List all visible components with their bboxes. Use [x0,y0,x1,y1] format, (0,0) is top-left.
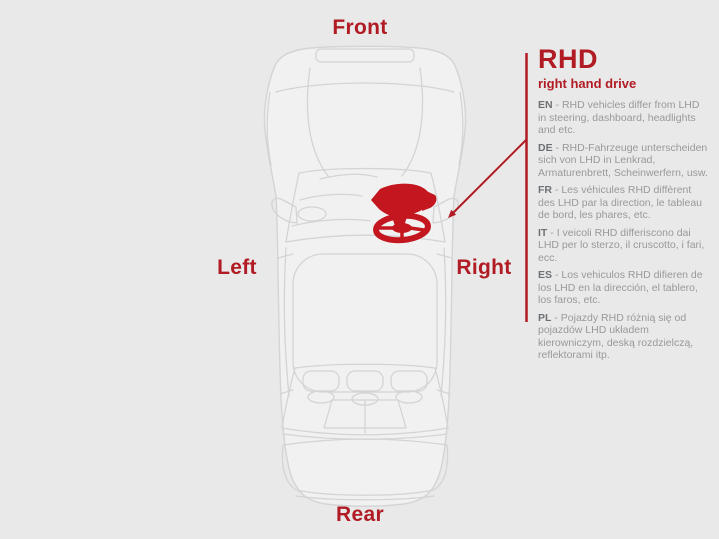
entry-text-de: RHD-Fahrzeuge unterscheiden sich von LHD in Lenkrad, Armaturenbrett, Scheinwerfern, usw. [538,141,708,179]
separator: - [555,99,560,111]
callout-entry-en [538,99,710,137]
callout-entry-es [538,269,710,307]
lang-code-pl: PL [538,311,552,324]
callout-entry-it [538,227,710,265]
lang-code-de: DE [538,141,553,154]
lang-code-es: ES [538,269,553,281]
separator: - [550,226,554,239]
lang-code-en: EN [538,99,553,111]
rhd-callout [538,46,710,367]
callout-entry-pl [538,312,710,362]
label-front: Front [332,16,388,39]
callout-title: RHD [538,44,598,74]
entry-text-en: RHD vehicles differ from LHD in steering, dashboard, headlights and etc. [538,99,700,136]
separator: - [554,269,559,281]
lang-code-fr: FR [538,184,552,196]
entry-text-fr: Les véhicules RHD diffèrent des LHD par la direction, le tableau de bord, les phares, etc. [538,184,703,221]
label-left: Left [217,256,257,279]
callout-entries [538,99,710,362]
entry-text-es: Los vehiculos RHD difieren de los LHD en la dirección, el tablero, los faros, etc. [538,269,703,306]
lang-code-it: IT [538,226,548,239]
callout-subtitle: right hand drive [538,76,637,91]
label-right: Right [456,256,512,279]
car-outline-icon [264,46,465,506]
label-rear: Rear [336,503,384,526]
separator: - [555,141,560,154]
separator: - [554,184,559,196]
callout-entry-fr [538,184,710,222]
callout-entry-de [538,142,710,180]
entry-text-it: I veicoli RHD differiscono dai LHD per lo sterzo, il cruscotto, i fari, ecc. [538,226,705,264]
separator: - [554,311,558,324]
entry-text-pl: Pojazdy RHD różnią się od pojazdów LHD układem kierowniczym, deską rozdzielczą, reflektorami itp. [538,311,694,361]
